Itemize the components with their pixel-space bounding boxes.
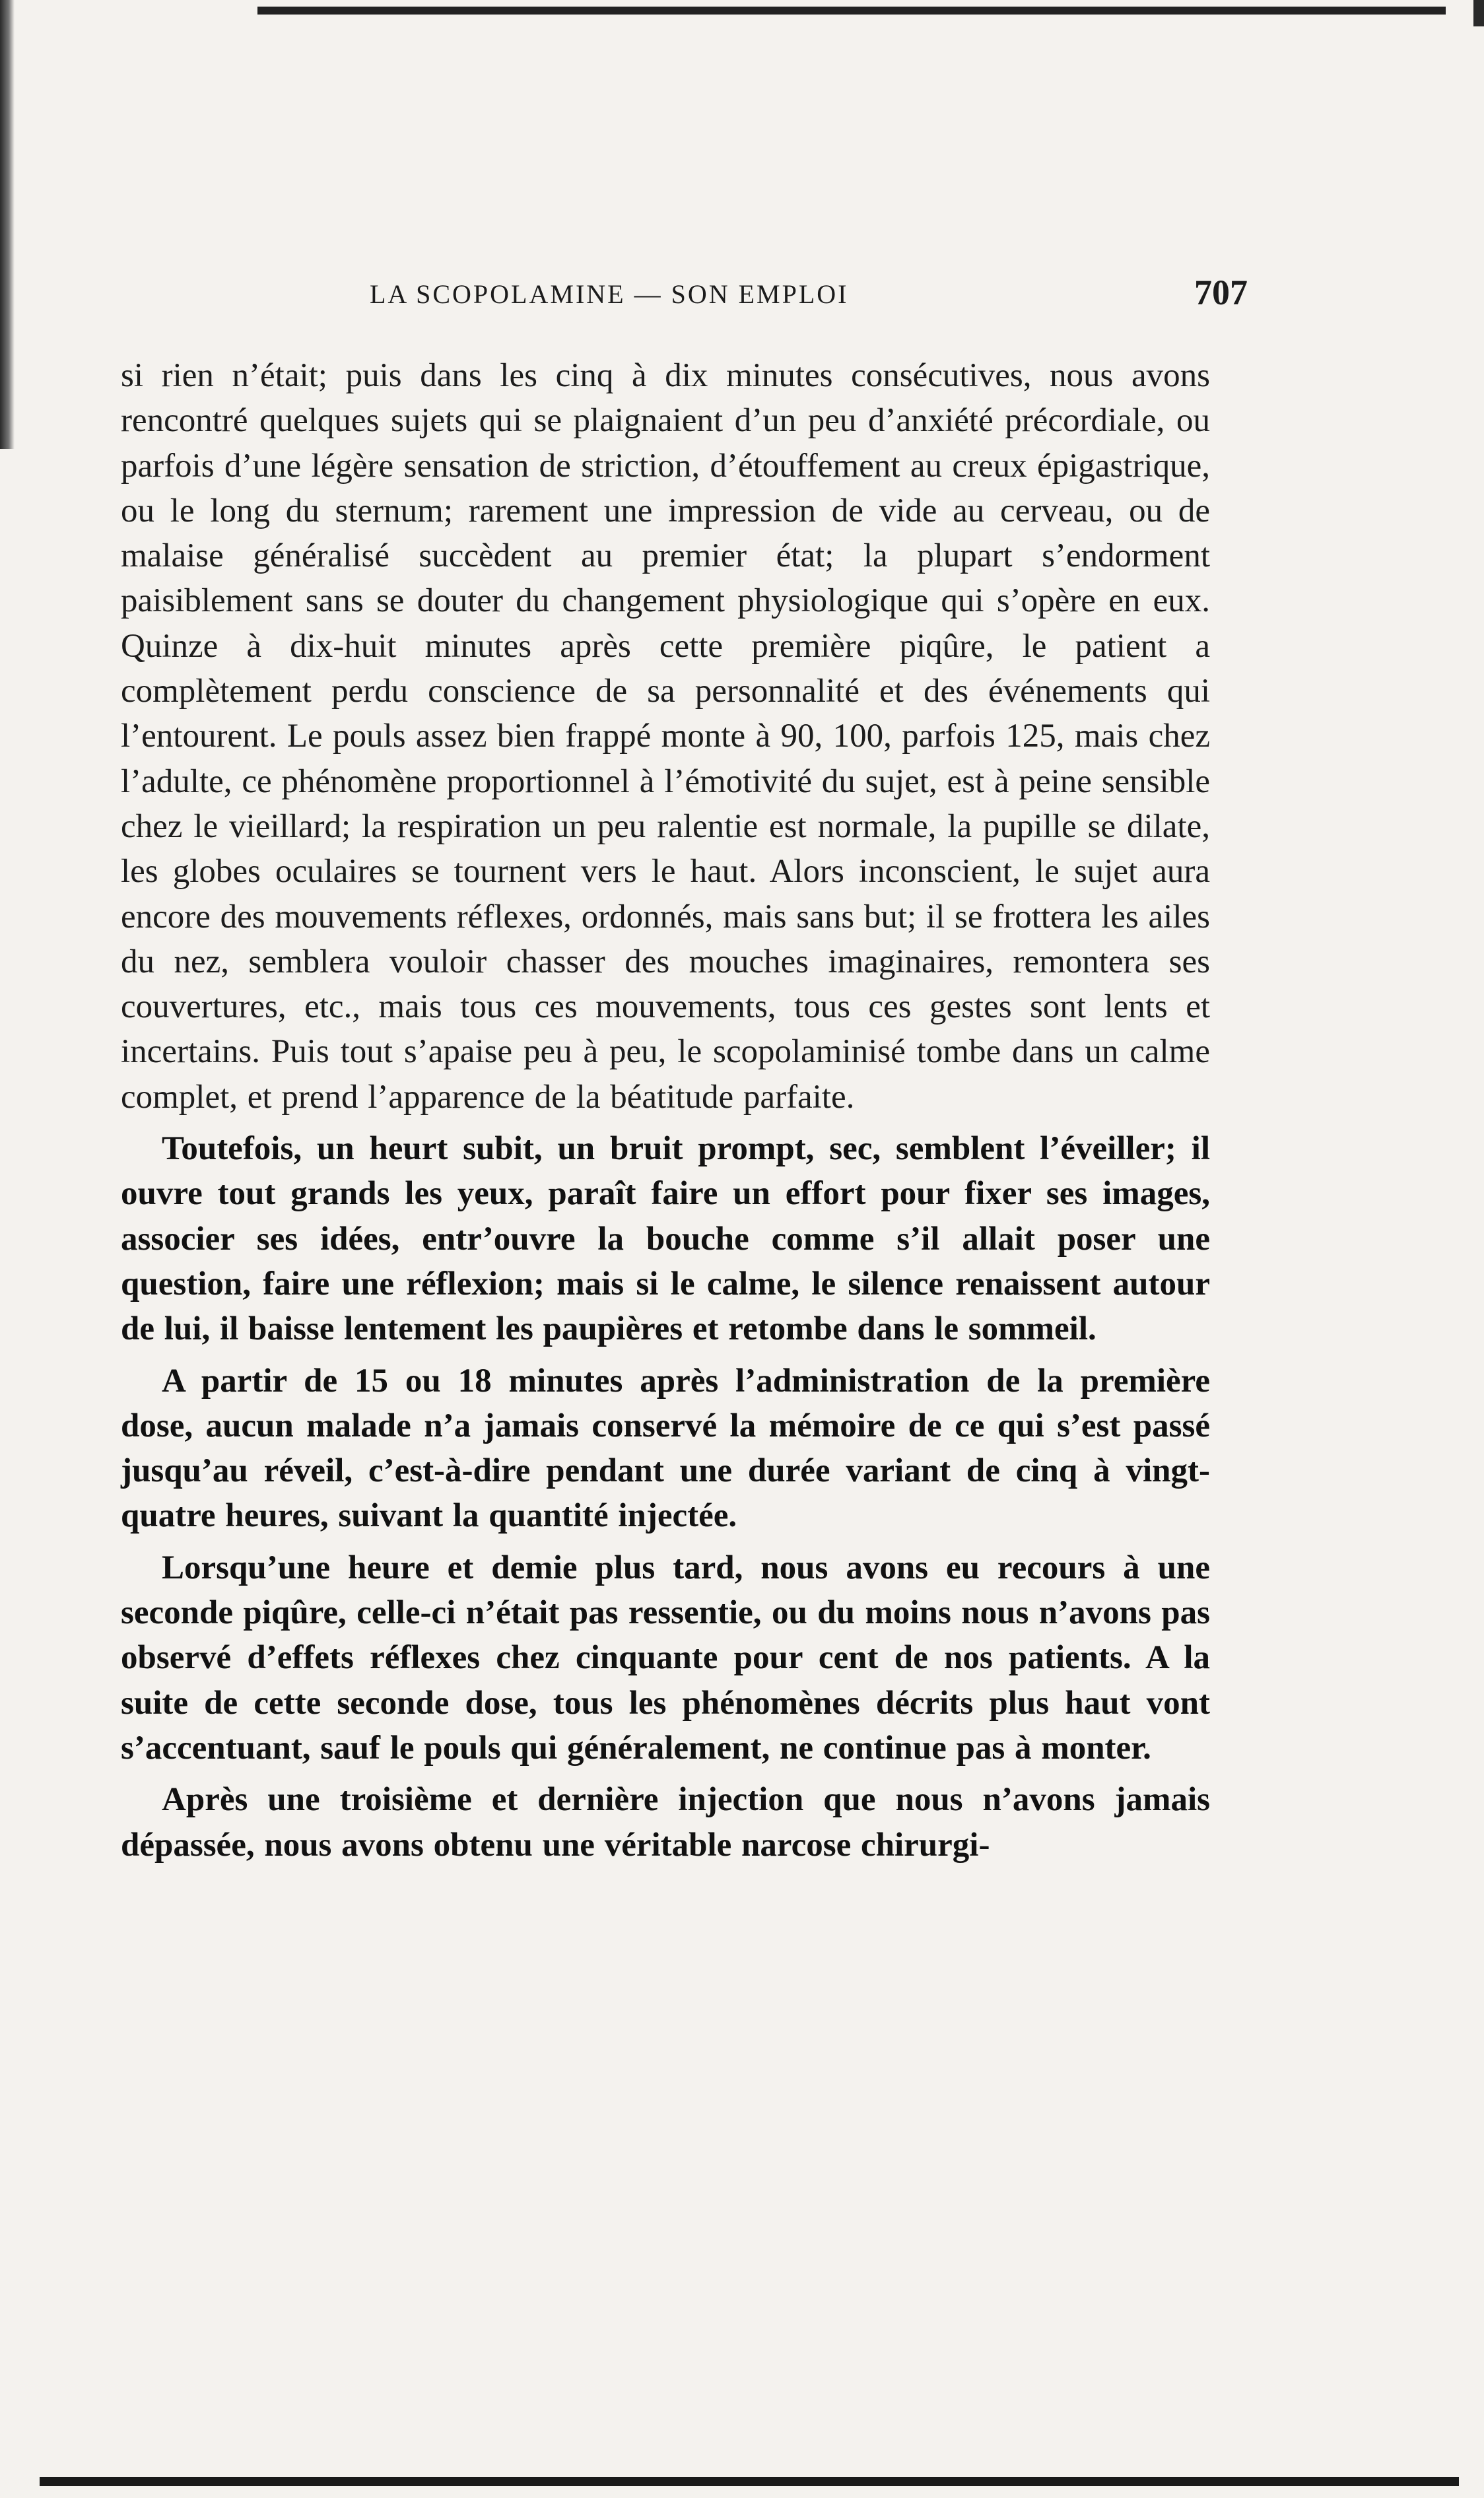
scan-top-border [257,7,1446,15]
scan-bottom-border [40,2477,1459,2486]
running-title: LA SCOPOLAMINE — SON EMPLOI [370,279,849,309]
paragraph-3: A partir de 15 ou 18 minutes après l’administration de la première dose, aucun malade n’a jamais conservé la mémoire de ce qui s’est passé jusqu’au réveil, c’est-à-dire pendant une durée variant de cinq à vingt-quatre heures, suivant la quantité injectée. [121,1362,1210,1535]
body-text [121,353,1210,1868]
paragraph-4: Lorsqu’une heure et demie plus tard, nous avons eu recours à une seconde piqûre, celle-ci n’était pas ressentie, ou du moins nous n’avons pas observé d’effets réflexes chez cinquante pour cent de nos patients. A la suite de cette seconde dose, tous les phénomènes décrits plus haut vont s’accentuant, sauf le pouls qui généralement, ne continue pas à monter. [121,1549,1210,1767]
scan-left-shadow [0,0,15,449]
running-head [370,272,1248,325]
page-number: 707 [1194,273,1248,312]
paragraph-1: si rien n’était; puis dans les cinq à dix minutes consécutives, nous avons rencontré quelques sujets qui se plaignaient d’un peu d’anxiété précordiale, ou parfois d’une légère sensation de striction, d’étouffement au creux épigastrique, ou le long du sternum; rarement une impression de vide au cerveau, ou de malaise généralisé succèdent au premier état; la plupart s’endorment paisiblement sans se douter du changement physiologique qui s’opère en eux. Quinze à dix-huit minutes après cette première piqûre, le patient a complètement perdu conscience de sa personnalité et des événements qui l’entourent. Le pouls assez bien frappé monte à 90, 100, parfois 125, mais chez l’adulte, ce phénomène proportionnel à l’émotivité du sujet, est à peine sensible chez le vieillard; la respiration un peu ralentie est normale, la pupille se dilate, les globes oculaires se tournent vers le haut. Alors inconscient, le sujet aura encore des mouvements réflexes, ordonnés, mais sans but; il se frottera les ailes du nez, semblera vouloir chasser des mouches imaginaires, remontera ses couvertures, etc., mais tous ces mouvements, tous ces gestes sont lents et incertains. Puis tout s’apaise peu à peu, le scopolaminisé tombe dans un calme complet, et prend l’apparence de la béatitude parfaite. [121,357,1210,1116]
scan-right-shadow [1473,0,1484,26]
paragraph-5: Après une troisième et dernière injection que nous n’avons jamais dépassée, nous avons obtenu une véritable narcose chirurgi- [121,1781,1210,1864]
paragraph-2: Toutefois, un heurt subit, un bruit prompt, sec, semblent l’éveiller; il ouvre tout grands les yeux, paraît faire un effort pour fixer ses images, associer ses idées, entr’ouvre la bouche comme s’il allait poser une question, faire une réflexion; mais si le calme, le silence renaissent autour de lui, il baisse lentement les paupières et retombe dans le sommeil. [121,1130,1210,1348]
